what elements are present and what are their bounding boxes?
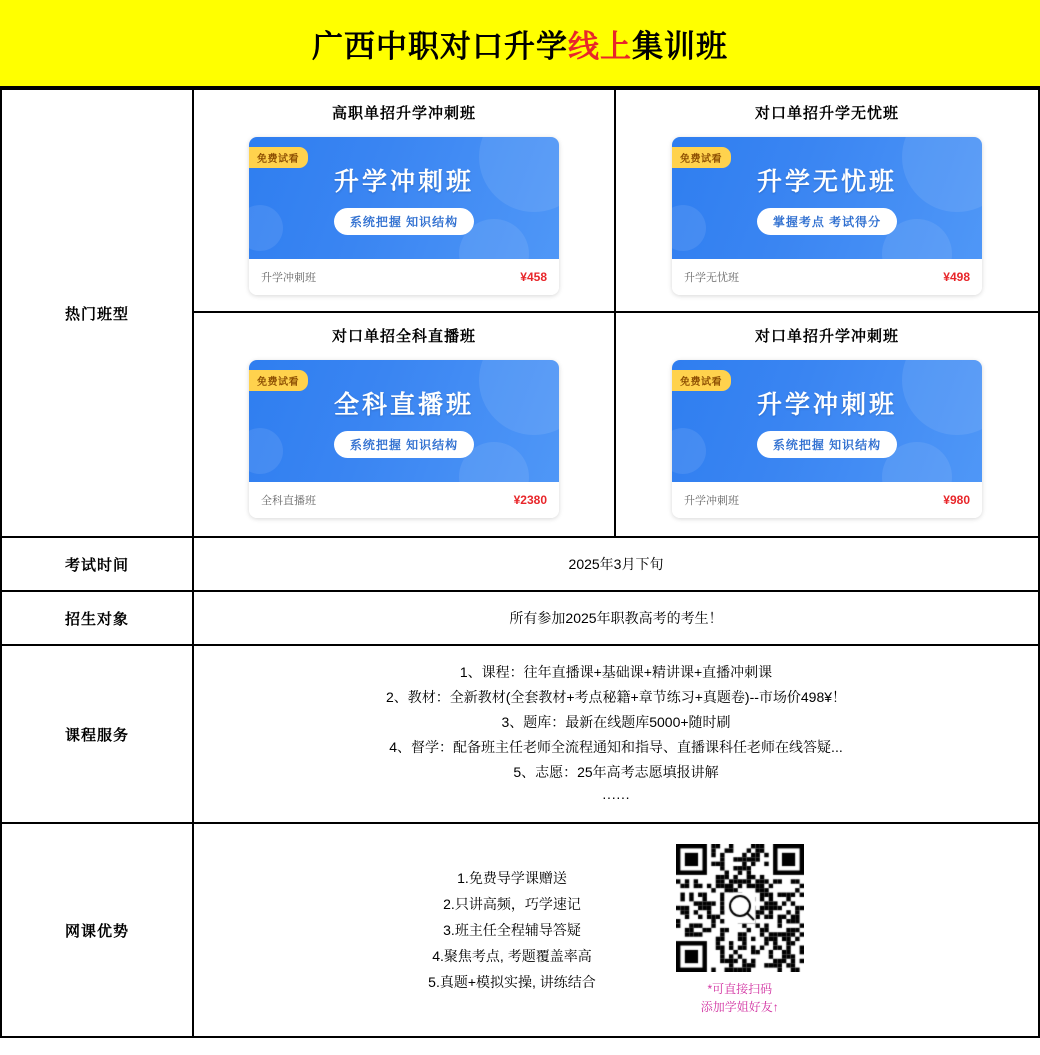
course-card[interactable] [672,137,982,295]
course-price: ¥498 [943,270,970,284]
course-cell[interactable] [616,313,1038,536]
course-cell[interactable] [194,90,616,313]
info-table [0,88,1040,1038]
course-price: ¥2380 [513,493,547,507]
course-card-banner [249,137,559,259]
course-price: ¥980 [943,493,970,507]
table-row-service [1,645,1039,823]
advantage-list [428,865,596,995]
course-title: 高职单招升学冲刺班 [331,105,476,122]
course-headline: 全科直播班 [333,390,474,419]
qr-note-line1: *可直接扫码 [707,982,773,996]
service-list [194,646,1038,822]
course-grid [194,90,1038,536]
course-name: 升学冲刺班 [684,495,739,507]
course-subtitle: 系统把握 知识结构 [334,431,474,458]
table-row-advantage [1,823,1039,1037]
table-row-courses [1,89,1039,537]
course-headline: 升学无忧班 [756,167,897,196]
decor-circle-icon [672,428,706,474]
row-label-courses: 热门班型 [1,89,193,537]
course-title: 对口单招升学无忧班 [754,105,899,122]
advantage-section [194,824,1038,1036]
course-card-footer [249,259,559,295]
qr-code-icon[interactable] [676,844,804,972]
advantage-line: 1.免费导学课赠送 [457,870,567,886]
course-card-footer [249,482,559,518]
title-highlight: 线上 [568,28,632,65]
decor-circle-icon [902,137,982,212]
decor-circle-icon [479,360,559,435]
course-cell[interactable] [194,313,616,536]
decor-circle-icon [249,205,283,251]
advantage-line: 2.只讲高频，巧学速记 [443,896,581,912]
row-label-advantage: 网课优势 [1,823,193,1037]
advantage-line: 3.班主任全程辅导答疑 [443,922,581,938]
course-card-banner [672,137,982,259]
service-line: ······ [602,789,630,805]
service-line: 1、课程：往年直播课+基础课+精讲课+直播冲刺课 [459,664,773,680]
course-card-footer [672,482,982,518]
course-card-footer [672,259,982,295]
course-price: ¥458 [520,270,547,284]
title-pre: 广西中职对口升学 [312,28,568,65]
course-name: 全科直播班 [261,495,316,507]
qr-note [701,980,779,1016]
course-subtitle: 系统把握 知识结构 [334,208,474,235]
decor-circle-icon [672,205,706,251]
free-trial-badge: 免费试看 [672,147,731,168]
poster-banner [0,0,1040,88]
audience-value: 所有参加2025年职教高考的考生！ [509,610,723,626]
table-row-audience [1,591,1039,645]
service-line: 2、教材：全新教材(全套教材+考点秘籍+章节练习+真题卷)--市场价498¥！ [385,689,847,705]
decor-circle-icon [902,360,982,435]
qr-note-line2: 添加学姐好友↑ [700,1000,779,1014]
row-content-courses [193,89,1039,537]
course-card[interactable] [249,137,559,295]
service-line: 4、督学：配备班主任老师全流程通知和指导、直播课科任老师在线答疑... [389,739,843,755]
course-name: 升学无忧班 [684,272,739,284]
course-headline: 升学冲刺班 [756,390,897,419]
course-cell[interactable] [616,90,1038,313]
free-trial-badge: 免费试看 [249,370,308,391]
course-title: 对口单招全科直播班 [331,328,476,345]
free-trial-badge: 免费试看 [249,147,308,168]
row-label-service: 课程服务 [1,645,193,823]
course-card-banner [672,360,982,482]
row-label-audience: 招生对象 [1,591,193,645]
course-name: 升学冲刺班 [261,272,316,284]
table-row-exam-time [1,537,1039,591]
free-trial-badge: 免费试看 [672,370,731,391]
page-title [312,21,728,66]
course-card[interactable] [249,360,559,518]
exam-time-value: 2025年3月下旬 [568,556,664,572]
service-line: 5、志愿：25年高考志愿填报讲解 [513,764,719,780]
course-card[interactable] [672,360,982,518]
course-headline: 升学冲刺班 [333,167,474,196]
decor-circle-icon [249,428,283,474]
course-subtitle: 系统把握 知识结构 [757,431,897,458]
qr-column [676,844,804,1016]
row-label-exam-time: 考试时间 [1,537,193,591]
service-line: 3、题库：最新在线题库5000+随时刷 [501,714,731,730]
title-post: 集训班 [632,28,728,65]
course-card-banner [249,360,559,482]
course-title: 对口单招升学冲刺班 [754,328,899,345]
decor-circle-icon [479,137,559,212]
advantage-line: 4.聚焦考点, 考题覆盖率高 [432,948,592,964]
advantage-line: 5.真题+模拟实操, 讲练结合 [428,974,596,990]
course-subtitle: 掌握考点 考试得分 [757,208,897,235]
